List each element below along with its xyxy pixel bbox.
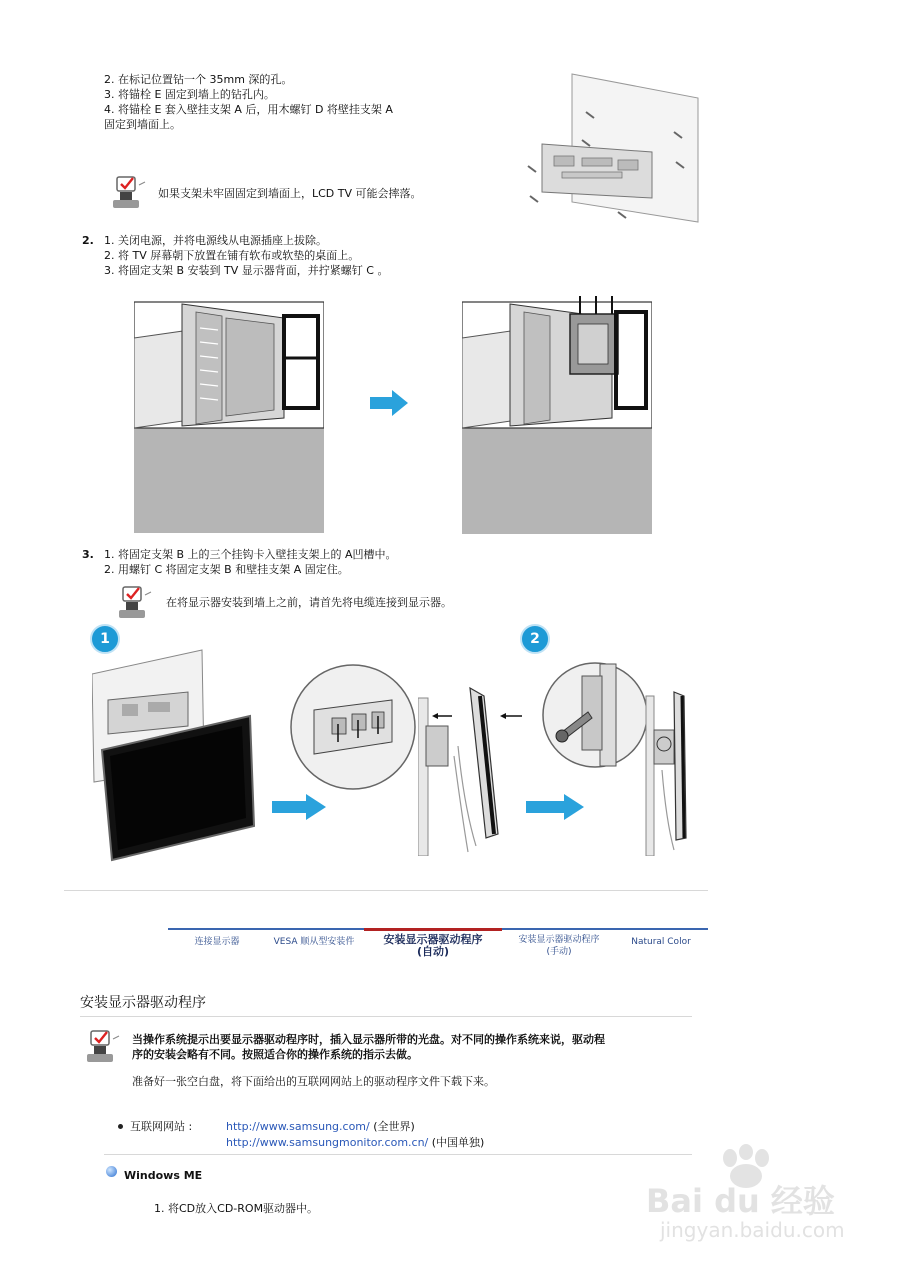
tab-natural-color[interactable]: Natural Color [631,937,691,947]
arrow-right-icon [370,390,408,416]
tab-driver-auto[interactable]: 安装显示器驱动程序 (自动) [383,933,483,958]
bullet-icon [118,1124,123,1129]
section-bullet-icon [106,1166,117,1177]
body-text: 准备好一张空白盘，将下面给出的互联网网站上的驱动程序文件下载下来。 [132,1075,495,1088]
step-text: 2. 在标记位置钻一个 35mm 深的孔。 [104,73,293,86]
step-number: 2. [82,234,94,247]
step-text: 固定到墙面上。 [104,118,181,131]
link-suffix: (中国单独) [431,1136,485,1149]
step-text: 2. 用螺钉 C 将固定支架 B 和壁挂支架 A 固定住。 [104,563,349,576]
step-badge: 1 [90,624,120,654]
note-check-icon [116,586,154,620]
tv-back-illustration [134,298,324,533]
watermark-url: jingyan.baidu.com [660,1218,845,1242]
divider [104,1154,692,1155]
note-text: 在将显示器安装到墙上之前，请首先将电缆连接到显示器。 [166,596,452,609]
tab-vesa-mount[interactable]: VESA 顺从型安装件 [273,937,355,947]
nav-tabs [168,928,708,960]
page-title: 安装显示器驱动程序 [80,995,206,1011]
step-text: 1. 将固定支架 B 上的三个挂钩卡入壁挂支架上的 A凹槽中。 [104,548,397,561]
samsung-china-link[interactable]: http://www.samsungmonitor.com.cn/ [226,1136,429,1149]
tab-driver-manual[interactable]: 安装显示器驱动程序 (手动) [518,935,600,957]
note-text: 当操作系统提示出要显示器驱动程序时，插入显示器所带的光盘。对不同的操作系统来说，驱动程 [132,1033,605,1046]
tv-bracket-illustration [462,294,652,534]
side-view-illustration [640,690,700,856]
tab-connect-monitor[interactable]: 连接显示器 [194,937,240,947]
step-number: 3. [82,548,94,561]
note-text: 如果支架未牢固固定到墙面上，LCD TV 可能会摔落。 [158,187,422,200]
arrow-right-icon [272,794,326,820]
step-text: 1. 关闭电源，并将电源线从电源插座上拔除。 [104,234,327,247]
step-text: 4. 将锚栓 E 套入壁挂支架 A 后，用木螺钉 D 将壁挂支架 A [104,103,393,116]
link-row [226,1119,415,1134]
divider [64,890,708,891]
screw-detail-illustration [540,660,650,770]
step-text: 2. 将 TV 屏幕朝下放置在铺有软布或软垫的桌面上。 [104,249,360,262]
link-suffix: (全世界) [373,1120,415,1133]
wall-tv-illustration [92,648,262,868]
wall-bracket-illustration [522,72,702,227]
step-text: 3. 将锚栓 E 固定到墙上的钻孔内。 [104,88,275,101]
step-badge: 2 [520,624,550,654]
os-title: Windows ME [124,1169,203,1182]
watermark-brand: Bai du 经验 [646,1182,835,1220]
note-check-icon [84,1030,122,1064]
divider [80,1016,692,1017]
step-text: 3. 将固定支架 B 安装到 TV 显示器背面，并拧紧螺钉 C 。 [104,264,389,277]
note-text: 序的安装会略有不同。按照适合你的操作系统的指示去做。 [132,1048,418,1061]
samsung-global-link[interactable]: http://www.samsung.com/ [226,1120,370,1133]
side-view-illustration [418,686,528,856]
arrow-right-icon [526,794,584,820]
note-check-icon [110,176,148,210]
link-row [226,1135,484,1150]
tab-active-indicator [364,928,502,931]
zoom-detail-illustration [288,662,418,792]
list-label: 互联网网站 : [130,1120,193,1133]
step-text: 1. 将CD放入CD-ROM驱动器中。 [154,1202,319,1215]
